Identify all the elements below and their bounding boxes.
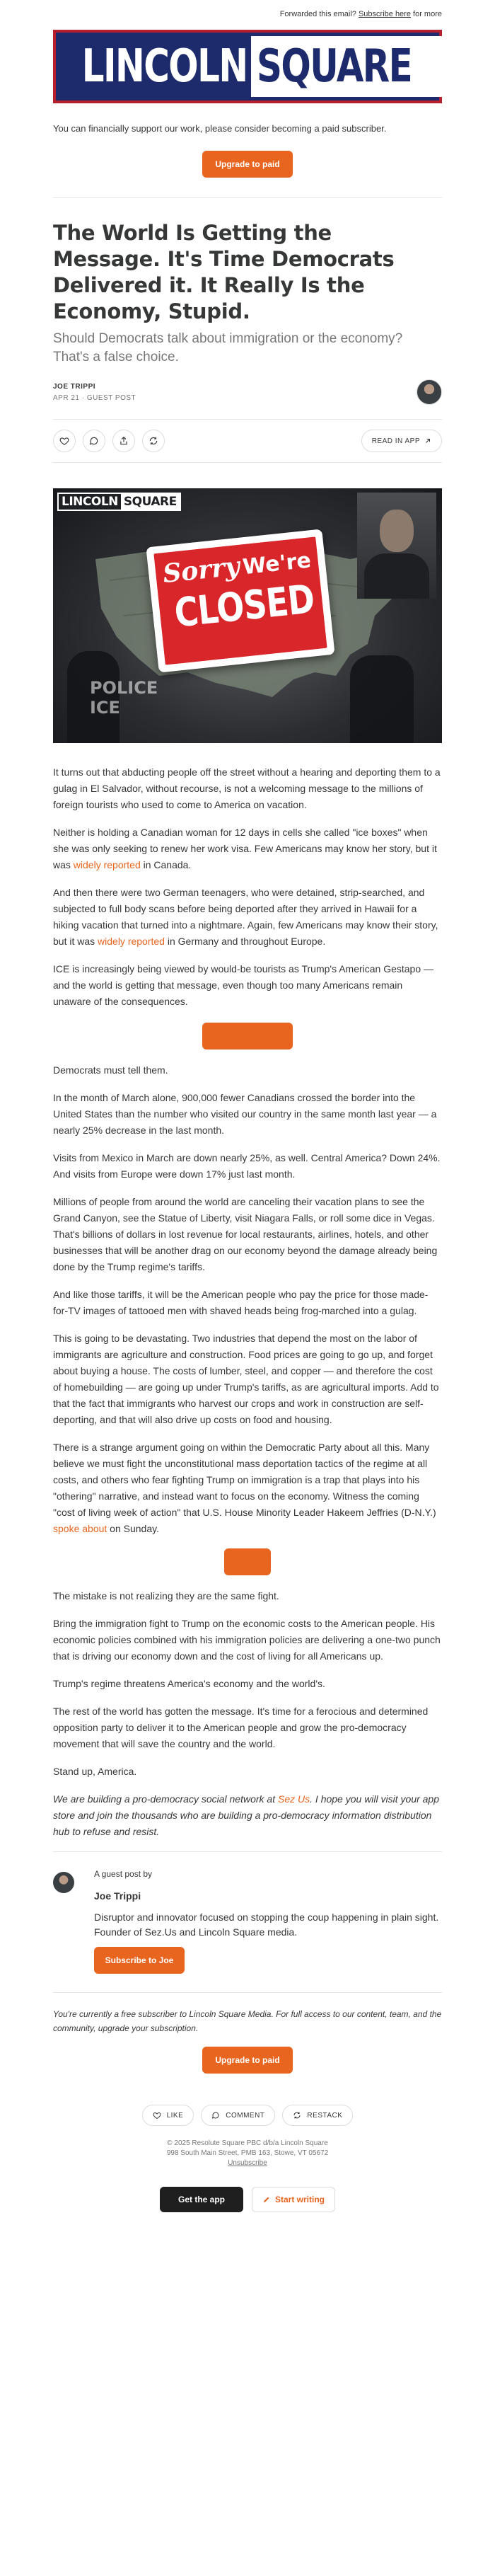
guest-bio: Disruptor and innovator focused on stopping the coup happening in plain sight. Founder of Sez.Us and Lincoln Square media. [94,1911,439,1938]
post-action-bar [53,419,442,463]
paragraph: Trump's regime threatens America's economy and the world's. [53,1678,325,1689]
restack-label: RESTACK [307,2111,343,2120]
paragraph: Bring the immigration fight to Trump on the economic costs to the American people. His economic policies combined with his immigration policies are delivering a one-two punch that is driving our economy down and the cost of living for all Americans up. [53,1618,441,1662]
footer-like-button[interactable] [142,2105,194,2126]
forwarded-suffix: for more [413,10,442,18]
hero-badge-word2: SQUARE [121,494,180,510]
upgrade-to-paid-button[interactable]: Upgrade to paid [202,2047,293,2074]
sign-closed: CLOSED [172,576,317,637]
restack-icon [293,2111,301,2120]
copyright-block [53,2139,442,2168]
paragraph: In the month of March alone, 900,000 fewer Canadians crossed the border into the United States than the number who visited our country in the same month last year — a nearly 25% decrease in the last month. [53,1092,437,1136]
paragraph: The rest of the world has gotten the message. It's time for a ferocious and determined opposition party to deliver it to the American people and grow the pro-democracy movement that will save the country and the world. [53,1706,429,1749]
copyright-text: © 2025 Resolute Square PBC d/b/a Lincoln Square [167,2139,328,2147]
like-button[interactable] [53,430,76,452]
comment-icon [89,436,99,446]
spoke-about-link[interactable]: spoke about [53,1523,107,1534]
paragraph: And then there were two German teenagers, who were detained, strip-searched, and subjected to full body scans before being deported after they arrived in Hawaii for a hiking vacation that turned into a nightmare. Again, few Americans may know their story, but it was widely reported in Germany and throughout Europe. [53,887,438,947]
closed-sign [146,529,334,672]
man-portrait [357,493,436,599]
post-meta: APR 21 · GUEST POST [53,393,136,402]
divider [53,197,442,198]
share-icon [119,436,129,446]
heart-icon [153,2111,161,2120]
paragraph: ICE is increasingly being viewed by would-be tourists as Trump's American Gestapo — and the world is getting that message, even though too many Americans remain unaware of the consequences. [53,963,434,1007]
sign-sorry: Sorry [161,551,241,590]
subscribe-here-link[interactable]: Subscribe here [358,10,411,18]
post-subtitle: Should Democrats talk about immigration or the economy? That's a false choice. [53,331,403,364]
widely-reported-link[interactable]: widely reported [98,936,165,947]
sign-were: We're [241,548,313,580]
comment-icon [211,2111,220,2120]
paragraph: This is going to be devastating. Two industries that depend the most on the labor of immigrants are agriculture and construction. Food prices are going to go up, and forget about buying a house. The costs of lumber, steel, and copper — and therefore the cost of homebuilding — are going up under Trump's tariffs, as are agricultural imports. Add to that the fact that immigrants who harvest our crops and work in construction are self-deporting, and that will also drive up costs on food and housing. [53,1333,439,1425]
paragraph: Visits from Mexico in March are down nearly 25%, as well. Central America? Down 24%. And visits from Europe were down 17% just last month. [53,1152,441,1180]
paragraph: It turns out that abducting people off the street without a hearing and deporting them to a gulag in El Salvador, without recourse, is not a welcoming message to the millions of foreign tourists who used to come to America on vacation. [53,766,441,810]
guest-name[interactable]: Joe Trippi [94,1890,141,1902]
post-title[interactable]: The World Is Getting the Message. It's Time Democrats Delivered it. It Really Is the Economy, Stupid. [53,221,395,323]
paragraph-italic: We are building a pro-democracy social network at Sez Us. I hope you will visit your app store and join the thousands who are building a pro-democracy information distribution hub to refuse and resist. [53,1793,440,1837]
heart-icon [59,436,69,446]
address-text: 998 South Main Street, PMB 163, Stowe, VT 05672 [166,2149,329,2157]
forwarded-text: Forwarded this email? [279,10,356,18]
author-name[interactable]: JOE TRIPPI [53,382,96,391]
start-writing-label: Start writing [274,2195,325,2204]
upgrade-to-paid-button[interactable]: Upgrade to paid [202,1023,293,1050]
pencil-icon [262,2195,271,2204]
hero-image[interactable] [53,488,442,743]
paragraph: And like those tariffs, it will be the American people who pay the price for those made-for-TV images of tattooed men with shaved heads being frog-marched into a gulag. [53,1289,429,1316]
comment-label: COMMENT [226,2111,265,2120]
comment-button[interactable] [83,430,105,452]
subscribe-to-joe-button[interactable]: Subscribe to Joe [94,1947,185,1974]
get-the-app-button[interactable]: Get the app [160,2187,243,2212]
paragraph: The mistake is not realizing they are the same fight. [53,1590,279,1602]
unsubscribe-link[interactable]: Unsubscribe [228,2159,267,2167]
logo-word-square: SQUARE [251,36,461,97]
app-buttons [53,2187,442,2212]
paragraph: Stand up, America. [53,1766,137,1777]
subscriber-note: You're currently a free subscriber to Lincoln Square Media. For full access to our content, team, and the community, upgrade your subscription. [53,1992,442,2035]
share-button[interactable]: Share [224,1548,271,1575]
restack-button[interactable] [142,430,165,452]
sez-us-link[interactable]: Sez Us [278,1793,310,1805]
footer-restack-button[interactable] [282,2105,353,2126]
agent-silhouette [350,655,414,743]
upgrade-to-paid-button[interactable]: Upgrade to paid [202,151,293,178]
hero-logo-badge [57,493,181,511]
like-label: LIKE [166,2111,184,2120]
support-message: You can financially support our work, please consider becoming a paid subscriber. [53,123,387,134]
author-avatar[interactable] [417,379,442,405]
read-in-app-label: READ IN APP [371,437,420,445]
post-body [53,764,442,1840]
logo-word-lincoln: LINCOLN [81,40,248,93]
paragraph: Millions of people from around the world are canceling their vacation plans to see the Grand Canyon, see the Statue of Liberty, visit Niagara Falls, or roll some dice in Vegas. That's billions of dollars in lost revenue for local restaurants, airlines, hotels, and other businesses that will be another drag on our economy beyond the damage already being done by the Trump regime's tariffs. [53,1196,438,1272]
read-in-app-button[interactable] [361,430,442,452]
hero-badge-word1: LINCOLN [59,494,121,510]
paragraph: Neither is holding a Canadian woman for 12 days in cells she called "ice boxes" when she was only seeking to renew her work visa. Few Americans may know her story, but it was widely reported in Canada. [53,827,437,870]
paragraph: Democrats must tell them. [53,1064,168,1076]
paragraph: There is a strange argument going on within the Democratic Party about all this. Many believe we must fight the unconstitutional mass deportation tactics of the regime at all costs, and others who fear fighting Trump on immigration is a trap that plays into his "othering" narrative, and instead want to focus on the economy. Witness the coming "cost of living week of action" that U.S. House Minority Leader Hakeem Jeffries (D-N.Y.) spoke about on Sunday. [53,1442,436,1534]
start-writing-button[interactable] [252,2187,335,2212]
share-button-icon[interactable] [112,430,135,452]
publication-logo[interactable] [53,30,442,103]
widely-reported-link[interactable]: widely reported [73,859,141,870]
restack-icon [148,436,158,446]
guest-avatar[interactable] [53,1872,74,1893]
arrow-up-right-icon [424,437,431,444]
byline [53,379,442,405]
guest-label: A guest post by [94,1869,153,1879]
footer-comment-button[interactable] [201,2105,275,2126]
forwarded-bar [53,0,442,23]
guest-post-card [53,1851,442,1974]
police-ice-text: POLICE ICE [90,678,158,718]
footer-actions [53,2105,442,2126]
